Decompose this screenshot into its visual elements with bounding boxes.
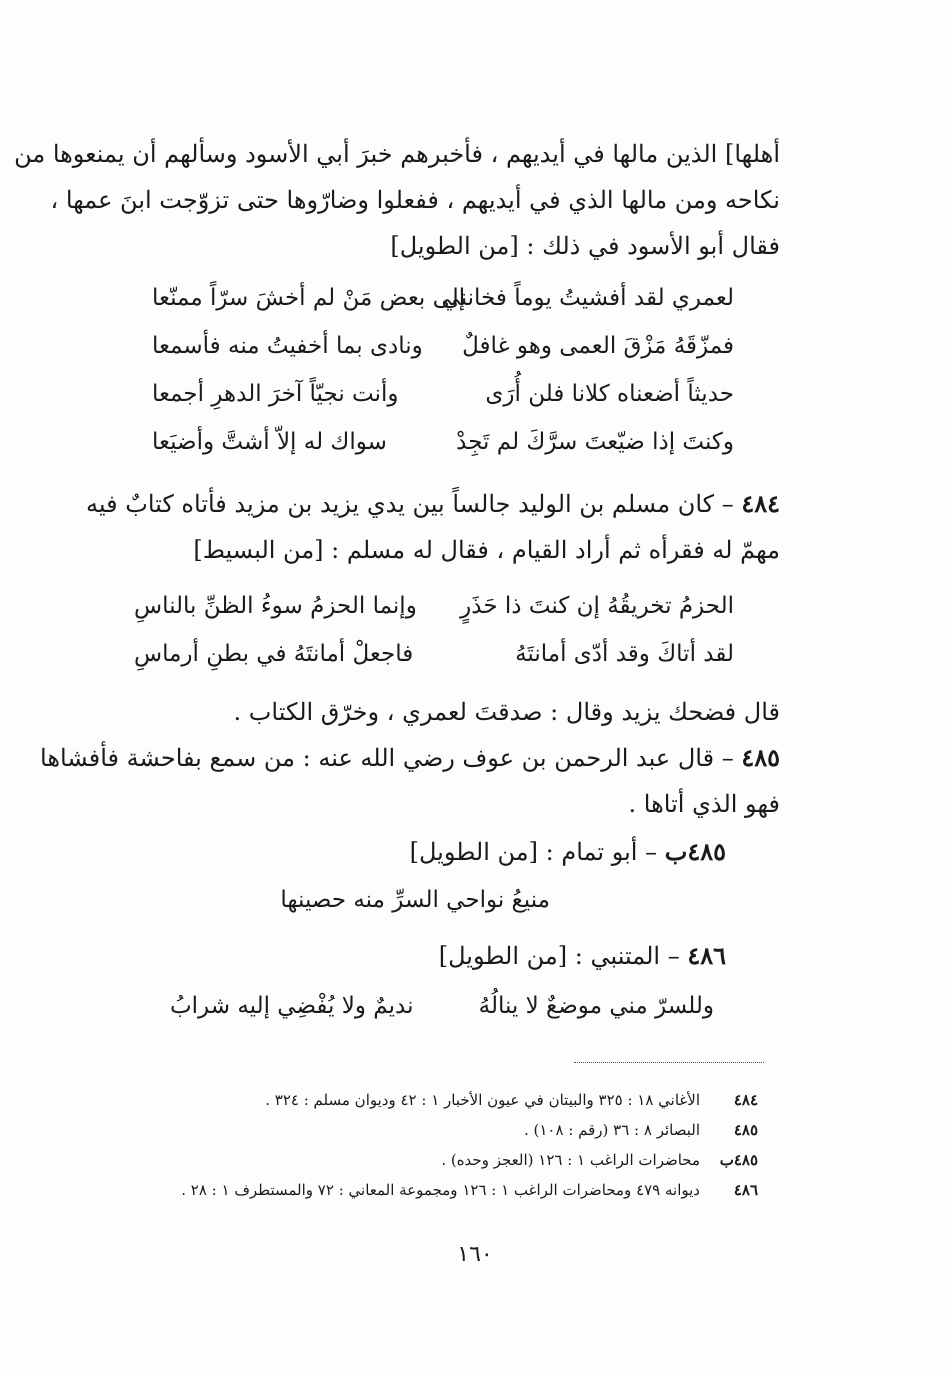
entry-485-line-2: فهو الذي أتاها . bbox=[628, 790, 780, 818]
entry-484-text: – كان مسلم بن الوليد جالساً بين يدي يزيد بن مزيد فأتاه كتابٌ فيه bbox=[86, 490, 742, 518]
entry-484-line-1 bbox=[86, 484, 780, 524]
poem1-verse-3-first: حديثاً أضعناه كلانا فلن أُرَى bbox=[485, 381, 734, 407]
footnote-486-text: ديوانه ٤٧٩ ومحاضرات الراغب ١ : ١٢٦ ومجموعة المعاني : ٧٢ والمستطرف ١ : ٢٨ . bbox=[181, 1181, 700, 1199]
entry-486-verse-first: وللسرّ مني موضعٌ لا ينالُهُ bbox=[478, 993, 714, 1019]
poem1-verse-3-second: وأنت نجيّاً آخرَ الدهرِ أجمعا bbox=[152, 381, 399, 407]
poem2-verse-2-first: لقد أتاكَ وقد أدّى أمانتَهُ bbox=[515, 641, 734, 667]
poem1-verse-1-second: إلى بعض مَنْ لم أخشَ سرّاً ممنّعا bbox=[152, 285, 466, 311]
page-number: ١٦٠ bbox=[457, 1242, 493, 1267]
poem2-verse-1-first: الحزمُ تخريقُهُ إن كنتَ ذا حَذَرٍ bbox=[460, 593, 734, 619]
footnote-485-text: البصائر ٨ : ٣٦ (رقم : ١٠٨) . bbox=[523, 1121, 700, 1139]
footnote-486-number: ٤٨٦ bbox=[733, 1181, 758, 1199]
footnote-485-number: ٤٨٥ bbox=[733, 1121, 758, 1139]
poem2-verse-1-second: وإنما الحزمُ سوءُ الظنِّ بالناسِ bbox=[134, 593, 417, 619]
intro-line-3: فقال أبو الأسود في ذلك : [من الطويل] bbox=[390, 232, 780, 260]
intro-line-2: نكاحه ومن مالها الذي في أيديهم ، ففعلوا وضارّوها حتى تزوّجت ابنَ عمها ، bbox=[50, 186, 780, 214]
footnote-484-number: ٤٨٤ bbox=[733, 1091, 758, 1109]
entry-484-conclusion: قال فضحك يزيد وقال : صدقتَ لعمري ، وخرّق الكتاب . bbox=[233, 698, 780, 726]
entry-485b-heading bbox=[410, 832, 726, 872]
entry-485b-verse: منيعُ نواحي السرِّ منه حصينها bbox=[280, 887, 550, 913]
poem1-verse-2-second: ونادى بما أخفيتُ منه فأسمعا bbox=[152, 333, 423, 359]
intro-line-1: أهلها] الذين مالها في أيديهم ، فأخبرهم خبرَ أبي الأسود وسألهم أن يمنعوها من bbox=[14, 140, 780, 168]
footnote-485b-text: محاضرات الراغب ١ : ١٢٦ (العجز وحده) . bbox=[441, 1151, 700, 1169]
entry-485-line-1 bbox=[40, 738, 780, 778]
footnote-separator bbox=[574, 1062, 764, 1063]
entry-486-verse-second: نديمٌ ولا يُفْضِي إليه شرابُ bbox=[170, 993, 414, 1019]
entry-485b-number: ٤٨٥ب bbox=[664, 837, 726, 866]
entry-486-heading bbox=[439, 936, 726, 976]
entry-485b-text: – أبو تمام : [من الطويل] bbox=[409, 838, 665, 866]
entry-485-number: ٤٨٥ bbox=[741, 743, 780, 772]
poem1-verse-4-second: سواك له إلاّ أشتَّ وأضيَعا bbox=[152, 429, 387, 455]
entry-485-text: – قال عبد الرحمن بن عوف رضي الله عنه : من سمع بفاحشة فأفشاها bbox=[40, 744, 742, 772]
entry-484-line-2: مهمّ له فقرأه ثم أراد القيام ، فقال له مسلم : [من البسيط] bbox=[193, 536, 780, 564]
poem2-verse-2-second: فاجعلْ أمانتَهُ في بطنِ أرماسِ bbox=[134, 641, 414, 667]
entry-486-number: ٤٨٦ bbox=[687, 941, 726, 970]
footnote-485b-number: ٤٨٥ب bbox=[719, 1151, 758, 1169]
poem1-verse-1-first: لعمري لقد أفشيتُ يوماً فخانني bbox=[441, 285, 734, 311]
poem1-verse-4-first: وكنتَ إذا ضيّعتَ سرَّكَ لم تَجِدْ bbox=[456, 429, 734, 455]
entry-486-text: – المتنبي : [من الطويل] bbox=[438, 942, 688, 970]
poem1-verse-2-first: فمزّقَهُ مَزْقَ العمى وهو غافلٌ bbox=[462, 333, 734, 359]
entry-484-number: ٤٨٤ bbox=[741, 489, 780, 518]
footnote-484-text: الأغاني ١٨ : ٣٢٥ والبيتان في عيون الأخبار ١ : ٤٢ وديوان مسلم : ٣٢٤ . bbox=[265, 1091, 700, 1109]
